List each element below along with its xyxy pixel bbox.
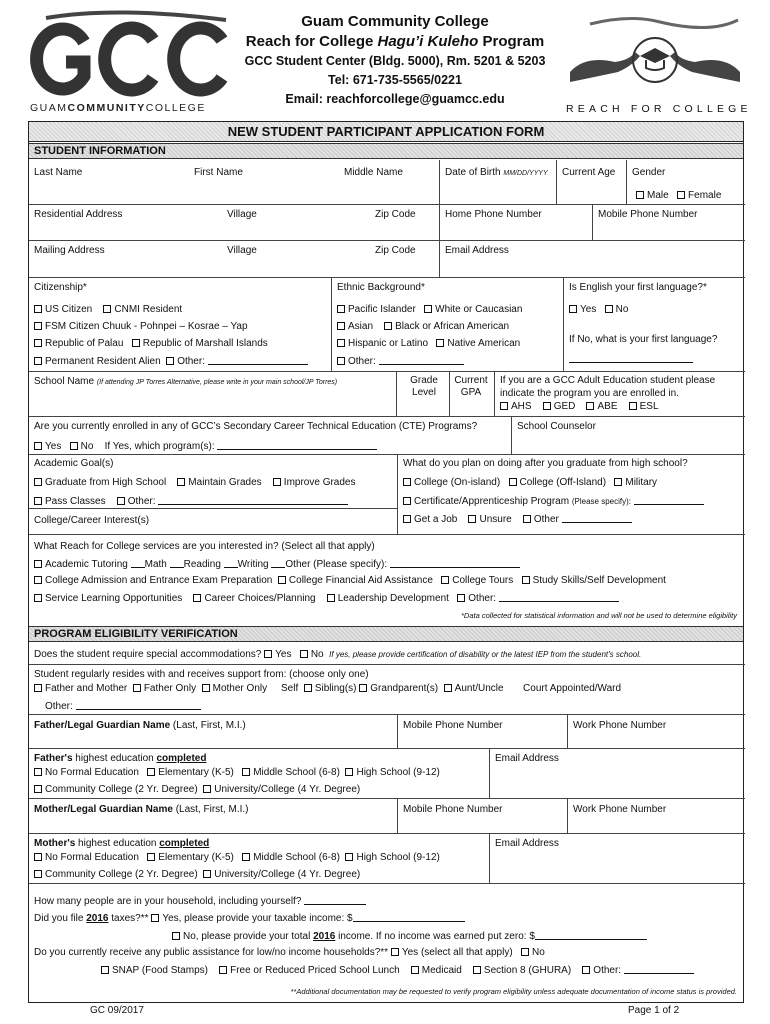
father-community-checkbox[interactable] <box>34 785 42 793</box>
permanent-resident-checkbox[interactable] <box>34 357 42 365</box>
certificate-checkbox[interactable] <box>403 497 411 505</box>
services-other-field[interactable] <box>499 592 619 602</box>
gcc-logo <box>26 10 231 120</box>
first-name-label: First Name <box>194 167 243 178</box>
mother-name-label: Mother/Legal Guardian Name (Last, First, M.I.) <box>34 804 249 815</box>
father-middle-checkbox[interactable] <box>242 768 250 776</box>
home-phone-label: Home Phone Number <box>445 209 542 220</box>
father-university-checkbox[interactable] <box>203 785 211 793</box>
school-name-label: School Name (If attending JP Torres Alternative, please write in your main school/JP Torres) <box>34 376 338 387</box>
father-only-checkbox[interactable] <box>133 684 141 692</box>
adult-ed-question: If you are a GCC Adult Education student please <box>500 375 716 386</box>
ethnic-background-label: Ethnic Background* <box>337 282 425 293</box>
gender-label: Gender <box>632 167 666 178</box>
mother-only-checkbox[interactable] <box>202 684 210 692</box>
village-label: Village <box>227 209 257 220</box>
father-email-label: Email Address <box>495 753 559 764</box>
school-counselor-label: School Counselor <box>517 421 596 432</box>
military-checkbox[interactable] <box>614 478 622 486</box>
unsure-checkbox[interactable] <box>468 515 476 523</box>
mother-work-label: Work Phone Number <box>573 804 667 815</box>
current-gpa-label: Current GPA <box>454 375 488 398</box>
gcc-logo-mark <box>26 10 231 102</box>
school-lunch-checkbox[interactable] <box>219 966 227 974</box>
college-off-island-checkbox[interactable] <box>509 478 517 486</box>
reaching-hands-icon <box>560 10 750 102</box>
mother-elementary-checkbox[interactable] <box>147 853 155 861</box>
first-language-field[interactable] <box>569 353 693 363</box>
assistance-yes-checkbox[interactable] <box>391 948 399 956</box>
resides-question: Student regularly resides with and receives support from: (choose only one) <box>34 669 369 680</box>
mailing-address-label: Mailing Address <box>34 245 105 256</box>
village-label-2: Village <box>227 245 257 256</box>
father-name-label: Father/Legal Guardian Name (Last, First, M.I.) <box>34 720 246 731</box>
marshall-islands-checkbox[interactable] <box>132 339 140 347</box>
last-name-label: Last Name <box>34 167 83 178</box>
services-other-checkbox[interactable] <box>457 594 465 602</box>
header-block <box>210 12 580 109</box>
email-address-label: Email Address <box>445 245 509 256</box>
total-income-field[interactable] <box>535 930 647 940</box>
taxable-income-field[interactable] <box>353 912 465 922</box>
mother-university-checkbox[interactable] <box>203 870 211 878</box>
ethnic-other-checkbox[interactable] <box>337 357 345 365</box>
father-and-mother-checkbox[interactable] <box>34 684 42 692</box>
improve-grades-checkbox[interactable] <box>273 478 281 486</box>
english-yes-checkbox[interactable] <box>569 305 577 313</box>
mother-middle-checkbox[interactable] <box>242 853 250 861</box>
office-phone: Tel: 671-735-5565/0221 <box>328 73 462 87</box>
mobile-phone-label: Mobile Phone Number <box>598 209 698 220</box>
father-no-formal-checkbox[interactable] <box>34 768 42 776</box>
page-number: Page 1 of 2 <box>628 1005 680 1016</box>
after-other-checkbox[interactable] <box>523 515 531 523</box>
medicaid-checkbox[interactable] <box>411 966 419 974</box>
adult-ed-question-2: indicate the program you are enrolled in. <box>500 388 679 399</box>
mother-high-checkbox[interactable] <box>345 853 353 861</box>
english-no-checkbox[interactable] <box>605 305 613 313</box>
taxes-no-checkbox[interactable] <box>172 932 180 940</box>
admission-prep-checkbox[interactable] <box>34 576 42 584</box>
current-age-label: Current Age <box>562 167 616 178</box>
pacific-islander-checkbox[interactable] <box>337 305 345 313</box>
residential-address-label: Residential Address <box>34 209 123 220</box>
assistance-other-field[interactable] <box>624 964 694 974</box>
assistance-no-checkbox[interactable] <box>521 948 529 956</box>
gcc-logo-text: GUAMCOMMUNITYCOLLEGE <box>30 102 206 114</box>
documentation-note: **Additional documentation may be requested to verify program eligibility unless adequate documentation of income status is provided. <box>290 987 737 996</box>
after-other-field[interactable] <box>562 513 632 523</box>
application-form: NEW STUDENT PARTICIPANT APPLICATION FORM STUDENT INFORMATION Last Name First Name Middle Name Date of Birth MM/DD/YYYY Current Age Gender Male Female Residential Address Village Zip Code Home Phone Number Mobile Phone Number Mailing Address Village Zip Code Email Address Citizenship* Ethnic Background* Is English your first language?* US Citizen CNMI Resident FSM Citizen Chuuk - Pohnpei – Kosrae – Yap Republic of Palau Republic of Marshall Islands Permanent Resident Alien Other: Pacific Islander White or Caucasian Asian Black or African American Hispanic or Latino Native American Other: Yes No If No, what is your first language? School Name (If attending JP Torres Alternative, please write in your main school/JP Torres) Grade Level Current GPA If you are a GCC Adult Education student please indicate the program you are enrolled in. AHS GED ABE ESL Are you currently enrolled in any of GCC’s Secondary Career Technical Education (CTE) Programs? School Counselor Yes No If Yes, which program(s): Academic Goal(s) What do you plan on doing after you graduate from high school? Graduate from High School Maintain Grades Improve Grades Pass Classes Other: College/Career Interest(s) College (On-island) College (Off-Island) Military Certificate/Apprenticeship Program (Please specify): Get a Job Unsure Other What Reach for College services are you interested in? (Select all that apply) Academic Tutoring Math Reading Writing Other (Please specify): College Admission and Entrance Exam Preparation College Financial Aid Assistance College Tours Study Skills/Self Development Service Learning Opportunities Career Choices/Planning Leadership Development Other: *Data collected for statistical information and will not be used to determine eligibility PROGRAM ELIGIBILITY VERIFICATION Does the student require special accommodations? Yes No If yes, please provide certification of disability or the latest IEP from the student's school. Student regularly resides with and receives support from: (choose only one) Father and Mother Father Only Mother Only Self Sibling(s) Grandparent(s) Aunt/Uncle Court Appointed/Ward Other: Father/Legal Guardian Name (Last, First, M.I.) Mobile Phone Number Work Phone Number Father's highest education completed Email Address No Formal Education Elementary (K-5) Middle School (6-8) High School (9-12) Community College (2 Yr. Degree) University/College (4 Yr. Degree) Mother/Legal Guardian Name (Last, First, M.I.) Mobile Phone Number Work Phone Number Mother's highest education completed Email Address No Formal Education Elementary (K-5) Middle School (6-8) High School (9-12) Community College (2 Yr. Degree) University/College (4 Yr. Degree) How many people are in your household, including yourself? Did you file 2016 taxes?** Yes, please provide your taxable income: $ No, please provide your total 2016 income. If no income was earned put zero: $ Do you currently receive any public assistance for low/no income households?** Yes (select all that apply) No SNAP (Food Stamps) Free or Reduced Priced School Lunch Medicaid Section 8 (GHURA) Other: **Additional documentation may be requested to verify program eligibility unless adequate documentation of income status is provided. <box>28 121 744 1003</box>
esl-checkbox[interactable] <box>629 402 637 410</box>
statistical-note: *Data collected for statistical information and will not be used to determine eligibility <box>461 611 737 620</box>
grandparents-checkbox[interactable] <box>359 684 367 692</box>
mother-education-label: Mother's highest education completed <box>34 838 210 849</box>
hispanic-checkbox[interactable] <box>337 339 345 347</box>
maintain-grades-checkbox[interactable] <box>177 478 185 486</box>
college-name: Guam Community College <box>301 13 489 30</box>
student-information-header: STUDENT INFORMATION <box>29 143 743 159</box>
female-checkbox[interactable] <box>677 191 685 199</box>
father-mobile-label: Mobile Phone Number <box>403 720 503 731</box>
us-citizen-checkbox[interactable] <box>34 305 42 313</box>
household-size-field[interactable] <box>304 895 366 905</box>
cte-question: Are you currently enrolled in any of GCC’s Secondary Career Technical Education (CTE) Programs? <box>34 421 478 432</box>
taxes-yes-checkbox[interactable] <box>151 914 159 922</box>
abe-checkbox[interactable] <box>586 402 594 410</box>
get-a-job-checkbox[interactable] <box>403 515 411 523</box>
office-address: GCC Student Center (Bldg. 5000), Rm. 5201 & 5203 <box>244 54 546 68</box>
after-graduation-question: What do you plan on doing after you graduate from high school? <box>403 458 688 469</box>
accommodation-yes-checkbox[interactable] <box>264 650 272 658</box>
certificate-field[interactable] <box>634 495 704 505</box>
eligibility-header: PROGRAM ELIGIBILITY VERIFICATION <box>29 626 743 642</box>
snap-checkbox[interactable] <box>101 966 109 974</box>
reach-logo-text: REACH FOR COLLEGE <box>566 103 752 115</box>
college-tours-checkbox[interactable] <box>441 576 449 584</box>
program-name: Reach for College Hagu’i Kuleho Program <box>245 33 545 50</box>
academic-goals-label: Academic Goal(s) <box>34 458 114 469</box>
mother-no-formal-checkbox[interactable] <box>34 853 42 861</box>
study-skills-checkbox[interactable] <box>522 576 530 584</box>
services-other-spec-field[interactable] <box>390 558 520 568</box>
goal-other-checkbox[interactable] <box>117 497 125 505</box>
cte-yes-checkbox[interactable] <box>34 442 42 450</box>
mother-mobile-label: Mobile Phone Number <box>403 804 503 815</box>
leadership-checkbox[interactable] <box>327 594 335 602</box>
native-american-checkbox[interactable] <box>436 339 444 347</box>
cte-no-checkbox[interactable] <box>70 442 78 450</box>
white-checkbox[interactable] <box>424 305 432 313</box>
dob-label: Date of Birth MM/DD/YYYY <box>445 167 548 178</box>
assistance-other-checkbox[interactable] <box>582 966 590 974</box>
services-question: What Reach for College services are you interested in? (Select all that apply) <box>34 541 375 552</box>
form-code: GC 09/2017 <box>90 1005 144 1016</box>
goal-other-field[interactable] <box>158 495 348 505</box>
english-first-language-label: Is English your first language?* <box>569 282 707 293</box>
financial-aid-checkbox[interactable] <box>278 576 286 584</box>
palau-checkbox[interactable] <box>34 339 42 347</box>
father-education-label: Father's highest education completed <box>34 753 207 764</box>
zip-code-label: Zip Code <box>375 209 416 220</box>
graduate-checkbox[interactable] <box>34 478 42 486</box>
mother-community-checkbox[interactable] <box>34 870 42 878</box>
career-choices-checkbox[interactable] <box>193 594 201 602</box>
father-work-label: Work Phone Number <box>573 720 667 731</box>
pass-classes-checkbox[interactable] <box>34 497 42 505</box>
cte-program-field[interactable] <box>217 440 377 450</box>
first-language-question: If No, what is your first language? <box>569 334 718 345</box>
career-interest-label: College/Career Interest(s) <box>34 515 150 526</box>
resides-other-field[interactable] <box>76 700 201 710</box>
father-high-checkbox[interactable] <box>345 768 353 776</box>
father-elementary-checkbox[interactable] <box>147 768 155 776</box>
office-email: Email: reachforcollege@guamcc.edu <box>285 92 505 106</box>
form-title: NEW STUDENT PARTICIPANT APPLICATION FORM <box>29 122 743 142</box>
asian-checkbox[interactable] <box>337 322 345 330</box>
fsm-citizen-checkbox[interactable] <box>34 322 42 330</box>
tutoring-checkbox[interactable] <box>34 560 42 568</box>
college-on-island-checkbox[interactable] <box>403 478 411 486</box>
grade-level-label: Grade Level <box>410 375 438 398</box>
service-learning-checkbox[interactable] <box>34 594 42 602</box>
reach-for-college-logo <box>560 10 750 120</box>
mother-email-label: Email Address <box>495 838 559 849</box>
zip-code-label-2: Zip Code <box>375 245 416 256</box>
male-checkbox[interactable] <box>636 191 644 199</box>
citizenship-label: Citizenship* <box>34 282 87 293</box>
ethnic-other-field[interactable] <box>379 355 464 365</box>
ahs-checkbox[interactable] <box>500 402 508 410</box>
ged-checkbox[interactable] <box>543 402 551 410</box>
gender-options: Male Female <box>636 190 721 202</box>
aunt-uncle-checkbox[interactable] <box>444 684 452 692</box>
accommodation-no-checkbox[interactable] <box>300 650 308 658</box>
cnmi-resident-checkbox[interactable] <box>103 305 111 313</box>
citizenship-other-field[interactable] <box>208 355 308 365</box>
middle-name-label: Middle Name <box>344 167 403 178</box>
siblings-checkbox[interactable] <box>304 684 312 692</box>
section8-checkbox[interactable] <box>473 966 481 974</box>
citizenship-other-checkbox[interactable] <box>166 357 174 365</box>
black-checkbox[interactable] <box>384 322 392 330</box>
